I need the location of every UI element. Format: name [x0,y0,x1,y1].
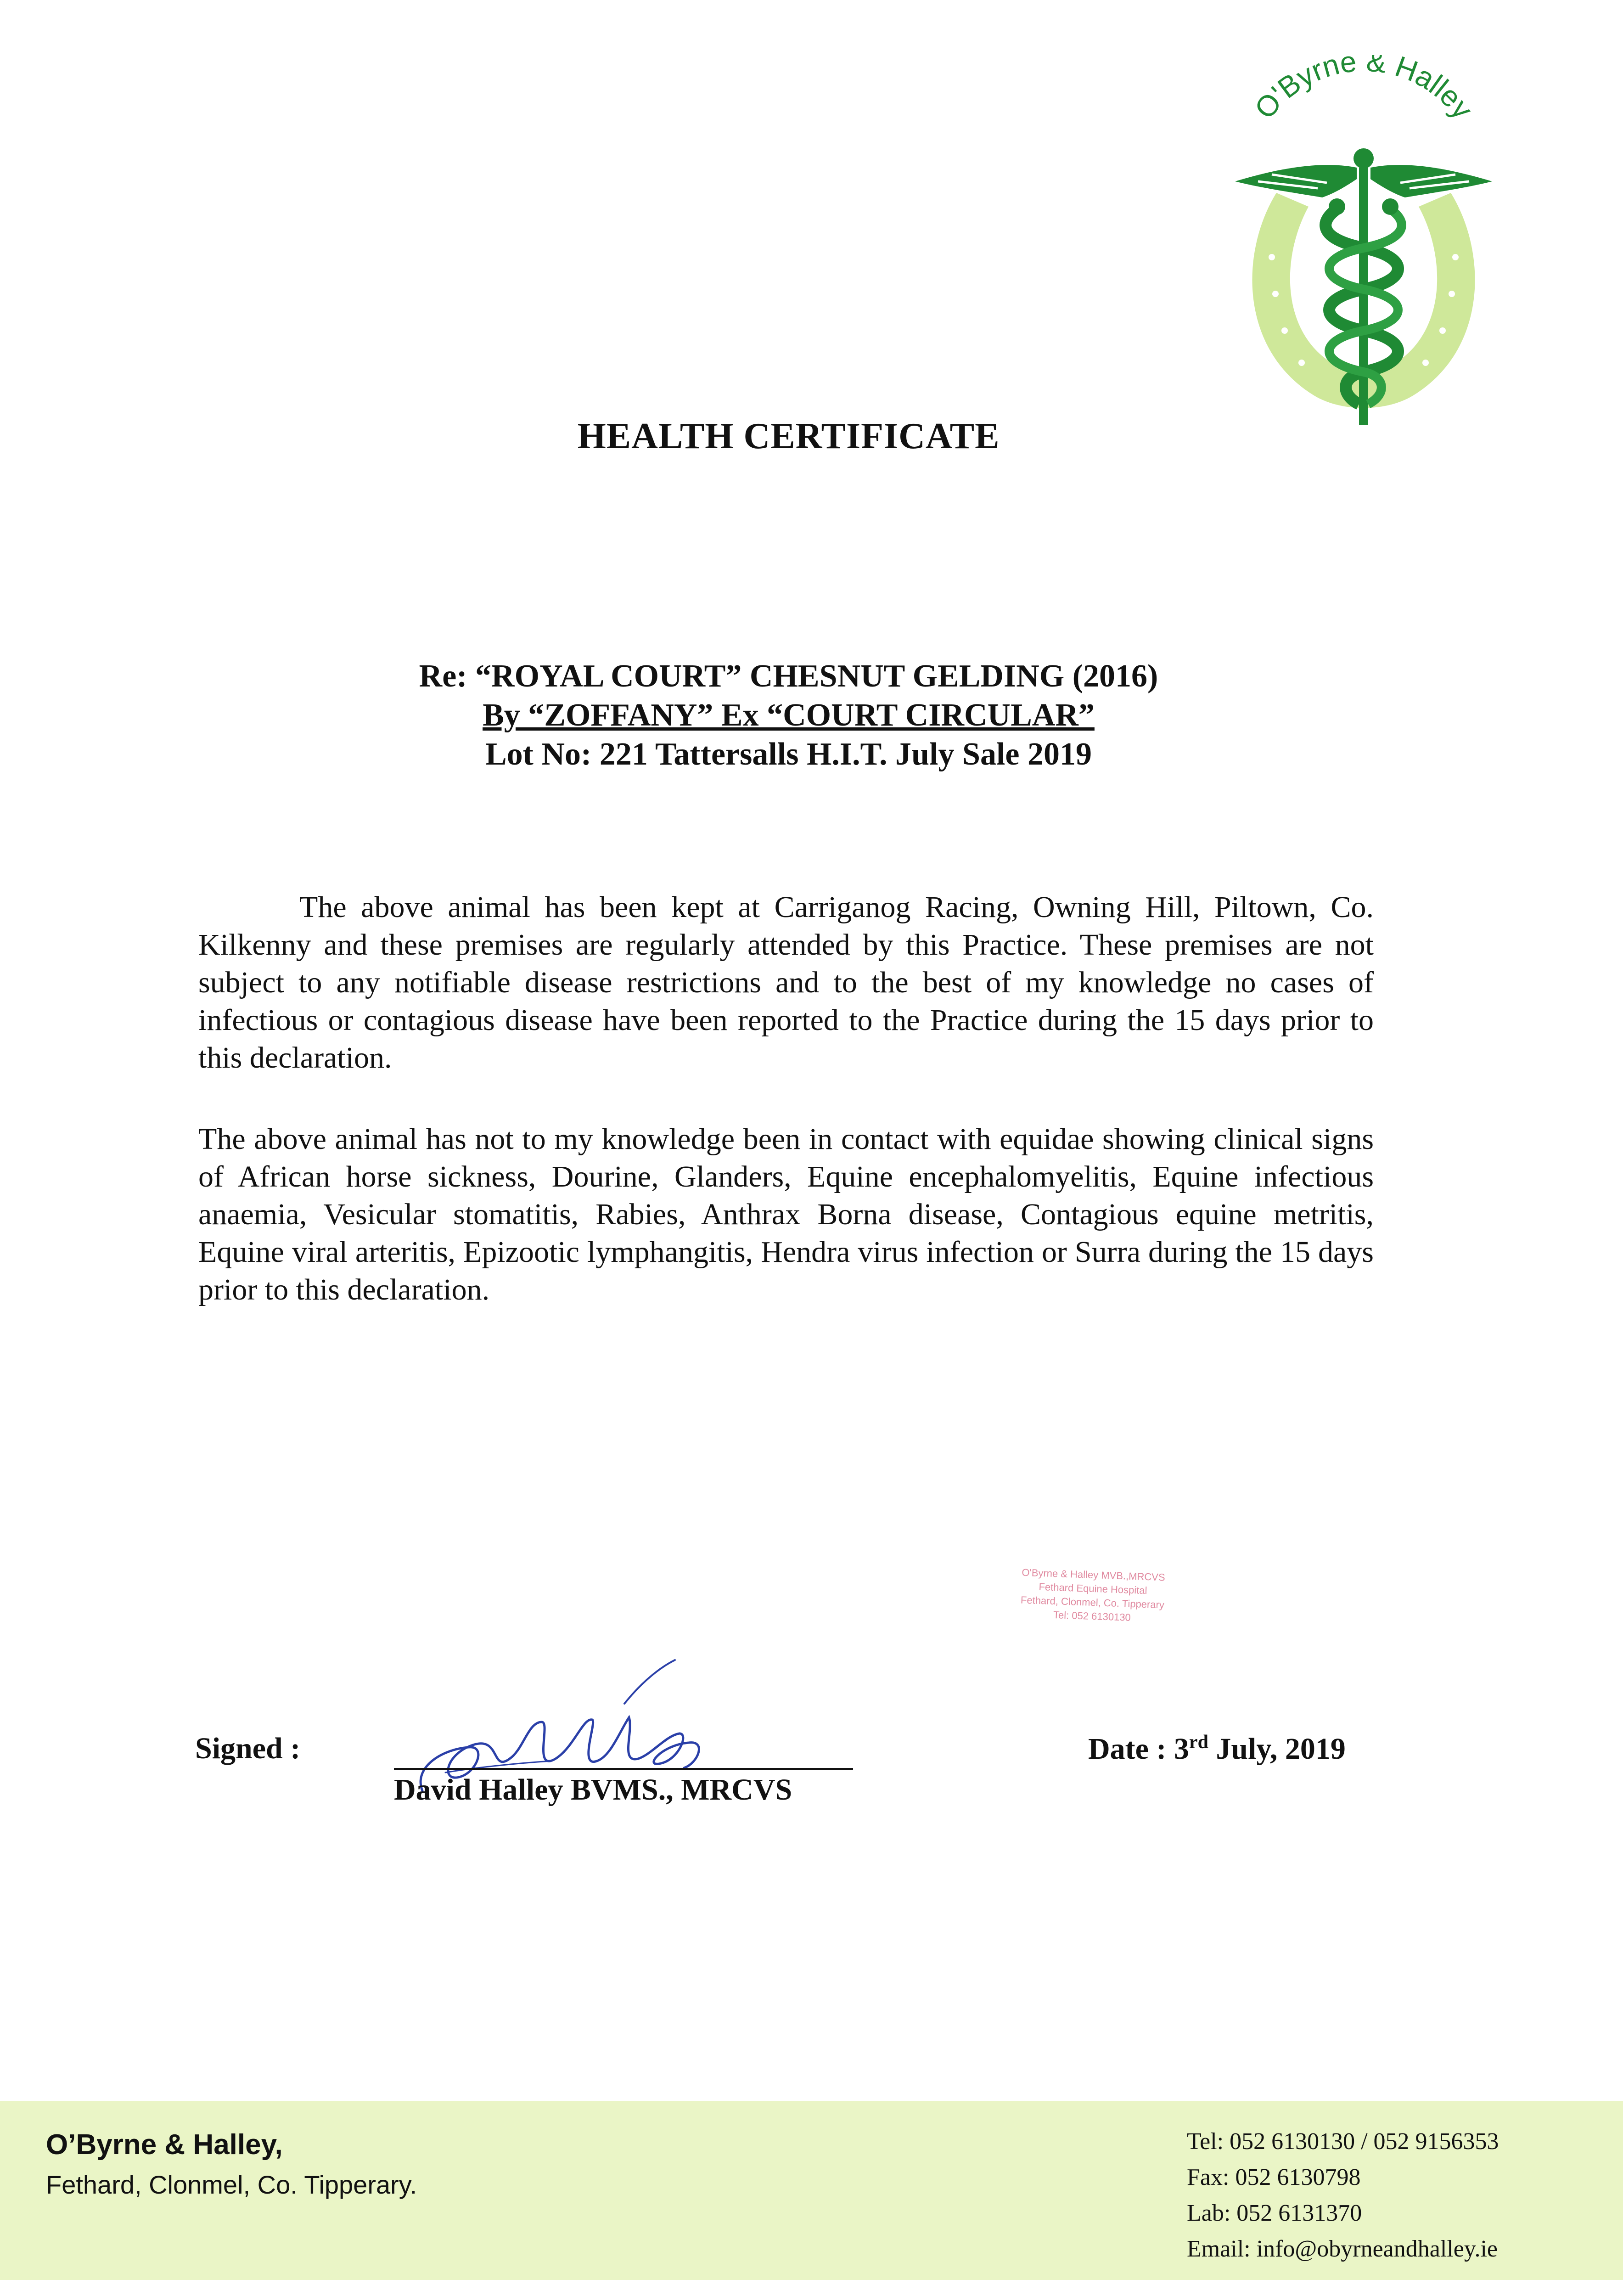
certificate-date [1088,1731,1346,1767]
practice-logo [1203,55,1524,450]
date-day: 3 [1174,1732,1189,1766]
signer-name: David Halley BVMS., MRCVS [394,1773,792,1806]
stamp-line: Fethard, Clonmel, Co. Tipperary [1020,1594,1165,1611]
practice-stamp [995,1565,1190,1627]
footer-fax: Fax: 052 6130798 [1187,2164,1361,2190]
page-title: HEALTH CERTIFICATE [577,416,1000,456]
declaration-paragraph-premises: The above animal has been kept at Carriganog Racing, Owning Hill, Piltown, Co. Kilkenny and these premises are regularly attended by this Practice. These premises are not subject to any notifiable disease restrictions and to the best of my knowledge no cases of infectious or contagious disease have been reported to the Practice during the 15 days prior to this declaration. [198,890,1374,1075]
subject-line-horse: Re: “ROYAL COURT” CHESNUT GELDING (2016) [419,658,1158,694]
stamp-line: Tel: 052 6130130 [1053,1609,1131,1623]
subject-line-lot: Lot No: 221 Tattersalls H.I.T. July Sale 2019 [485,737,1092,772]
letterhead-footer [0,2101,1623,2280]
declaration-paragraph-contact: The above animal has not to my knowledge been in contact with equidae showing clinical signs of African horse sickness, Dourine, Glanders, Equine encephalomyelitis, Equine infectious anaemia, Vesicular stomatitis, Rabies, Anthrax Borna disease, Contagious equine metritis, Equine viral arteritis, Epizootic lymphangitis, Hendra virus infection or Surra during the 15 days prior to this declaration. [198,1122,1374,1306]
signed-label: Signed : [195,1732,301,1765]
date-suffix: rd [1189,1732,1208,1753]
footer-practice-name: O’Byrne & Halley, [46,2129,283,2161]
caduceus-logo-icon [1203,55,1524,450]
logo-text: O'Byrne & Halley [1248,55,1480,125]
footer-lab: Lab: 052 6131370 [1187,2200,1362,2226]
subject-line-pedigree: By “ZOFFANY” Ex “COURT CIRCULAR” [483,698,1095,733]
stamp-line: O'Byrne & Halley MVB.,MRCVS [1022,1566,1166,1583]
date-label: Date : [1088,1732,1174,1766]
footer-contact-block [1187,2124,1499,2267]
footer-address: Fethard, Clonmel, Co. Tipperary. [46,2170,417,2199]
footer-email[interactable]: Email: info@obyrneandhalley.ie [1187,2236,1498,2262]
footer-tel: Tel: 052 6130130 / 052 9156353 [1187,2128,1499,2155]
date-rest: July, 2019 [1208,1732,1346,1766]
stamp-line: Fethard Equine Hospital [1039,1581,1147,1597]
signature-line [394,1768,853,1770]
svg-text:O'Byrne & Halley [1248,55,1479,125]
subject-block [0,657,1577,774]
